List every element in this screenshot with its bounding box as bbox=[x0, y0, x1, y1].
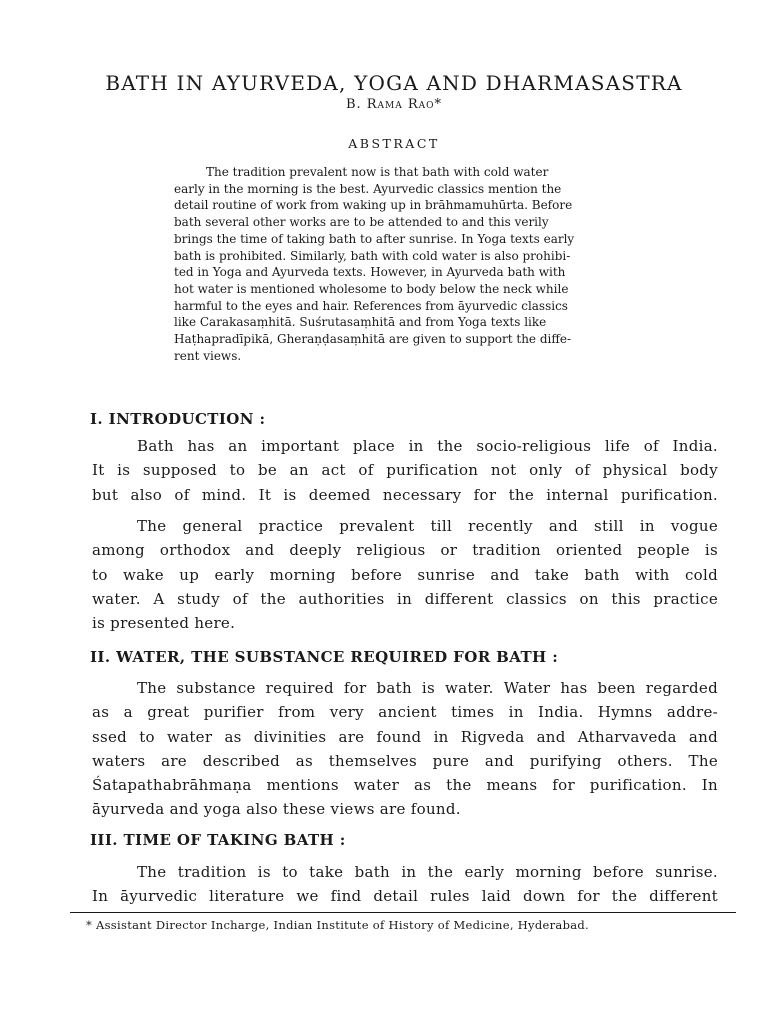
abstract-heading: ABSTRACT bbox=[348, 136, 440, 151]
section-heading-water: II. WATER, THE SUBSTANCE REQUIRED FOR BATH : bbox=[90, 648, 559, 666]
paragraph bbox=[92, 514, 718, 635]
author-name: B. Rama Rao* bbox=[345, 97, 443, 112]
abstract-line: detail routine of work from waking up in brāhmamuhūrta. Before bbox=[174, 198, 573, 213]
abstract-line: early in the morning is the best. Ayurvedic classics mention the bbox=[174, 181, 562, 196]
paragraph-line: but also of mind. It is deemed necessary for the internal purification. bbox=[92, 485, 718, 504]
paragraph-line: It is supposed to be an act of purification not only of physical body bbox=[92, 461, 718, 480]
paragraph bbox=[92, 860, 718, 909]
paragraph-line: is presented here. bbox=[92, 614, 236, 633]
abstract-line: Haṭhapradīpikā, Gheraṇḍasaṃhitā are given to support the diffe- bbox=[174, 332, 572, 347]
paragraph-line: to wake up early morning before sunrise and take bath with cold bbox=[92, 565, 718, 584]
abstract-line: bath is prohibited. Similarly, bath with cold water is also prohibi- bbox=[174, 248, 571, 263]
footnote: * Assistant Director Incharge, Indian Institute of History of Medicine, Hyderabad. bbox=[86, 918, 590, 932]
paragraph-line: water. A study of the authorities in different classics on this practice bbox=[92, 589, 718, 608]
abstract-line: brings the time of taking bath to after sunrise. In Yoga texts early bbox=[174, 231, 575, 246]
abstract-line: hot water is mentioned wholesome to body below the neck while bbox=[174, 281, 569, 296]
paragraph-line: Bath has an important place in the socio-religious life of India. bbox=[137, 437, 718, 455]
abstract-line: rent views. bbox=[174, 348, 242, 363]
abstract-line: ted in Yoga and Ayurveda texts. However, in Ayurveda bath with bbox=[174, 265, 566, 280]
paper-title: BATH IN AYURVEDA, YOGA AND DHARMASASTRA bbox=[105, 71, 683, 96]
section-heading-introduction: I. INTRODUCTION : bbox=[90, 410, 266, 428]
abstract-body bbox=[174, 164, 642, 364]
paragraph-line: In āyurvedic literature we find detail rules laid down for the different bbox=[92, 887, 718, 906]
paragraph-line: among orthodox and deeply religious or tradition oriented people is bbox=[92, 541, 718, 560]
paragraph-line: ssed to water as divinities are found in Rigveda and Atharvaveda and bbox=[92, 727, 718, 746]
footnote-divider bbox=[70, 912, 736, 913]
paragraph-line: Śatapathabrāhmaṇa mentions water as the means for purification. In bbox=[92, 776, 718, 795]
paragraph bbox=[92, 676, 718, 822]
paragraph-line: The general practice prevalent till recently and still in vogue bbox=[137, 517, 718, 535]
paragraph bbox=[92, 434, 718, 507]
paragraph-line: āyurveda and yoga also these views are found. bbox=[92, 800, 461, 819]
abstract-line: The tradition prevalent now is that bath with cold water bbox=[206, 165, 549, 179]
abstract-line: harmful to the eyes and hair. References from āyurvedic classics bbox=[174, 298, 568, 313]
abstract-line: bath several other works are to be attended to and this verily bbox=[174, 215, 549, 230]
paragraph-line: waters are described as themselves pure and purifying others. The bbox=[92, 751, 718, 770]
abstract-line: like Carakasaṃhitā. Suśrutasaṃhitā and from Yoga texts like bbox=[174, 315, 547, 330]
paragraph-line: The tradition is to take bath in the early morning before sunrise. bbox=[137, 863, 718, 881]
section-heading-time-of-bath: III. TIME OF TAKING BATH : bbox=[90, 831, 346, 849]
paragraph-line: as a great purifier from very ancient times in India. Hymns addre- bbox=[92, 703, 718, 722]
paragraph-line: The substance required for bath is water. Water has been regarded bbox=[137, 679, 718, 697]
